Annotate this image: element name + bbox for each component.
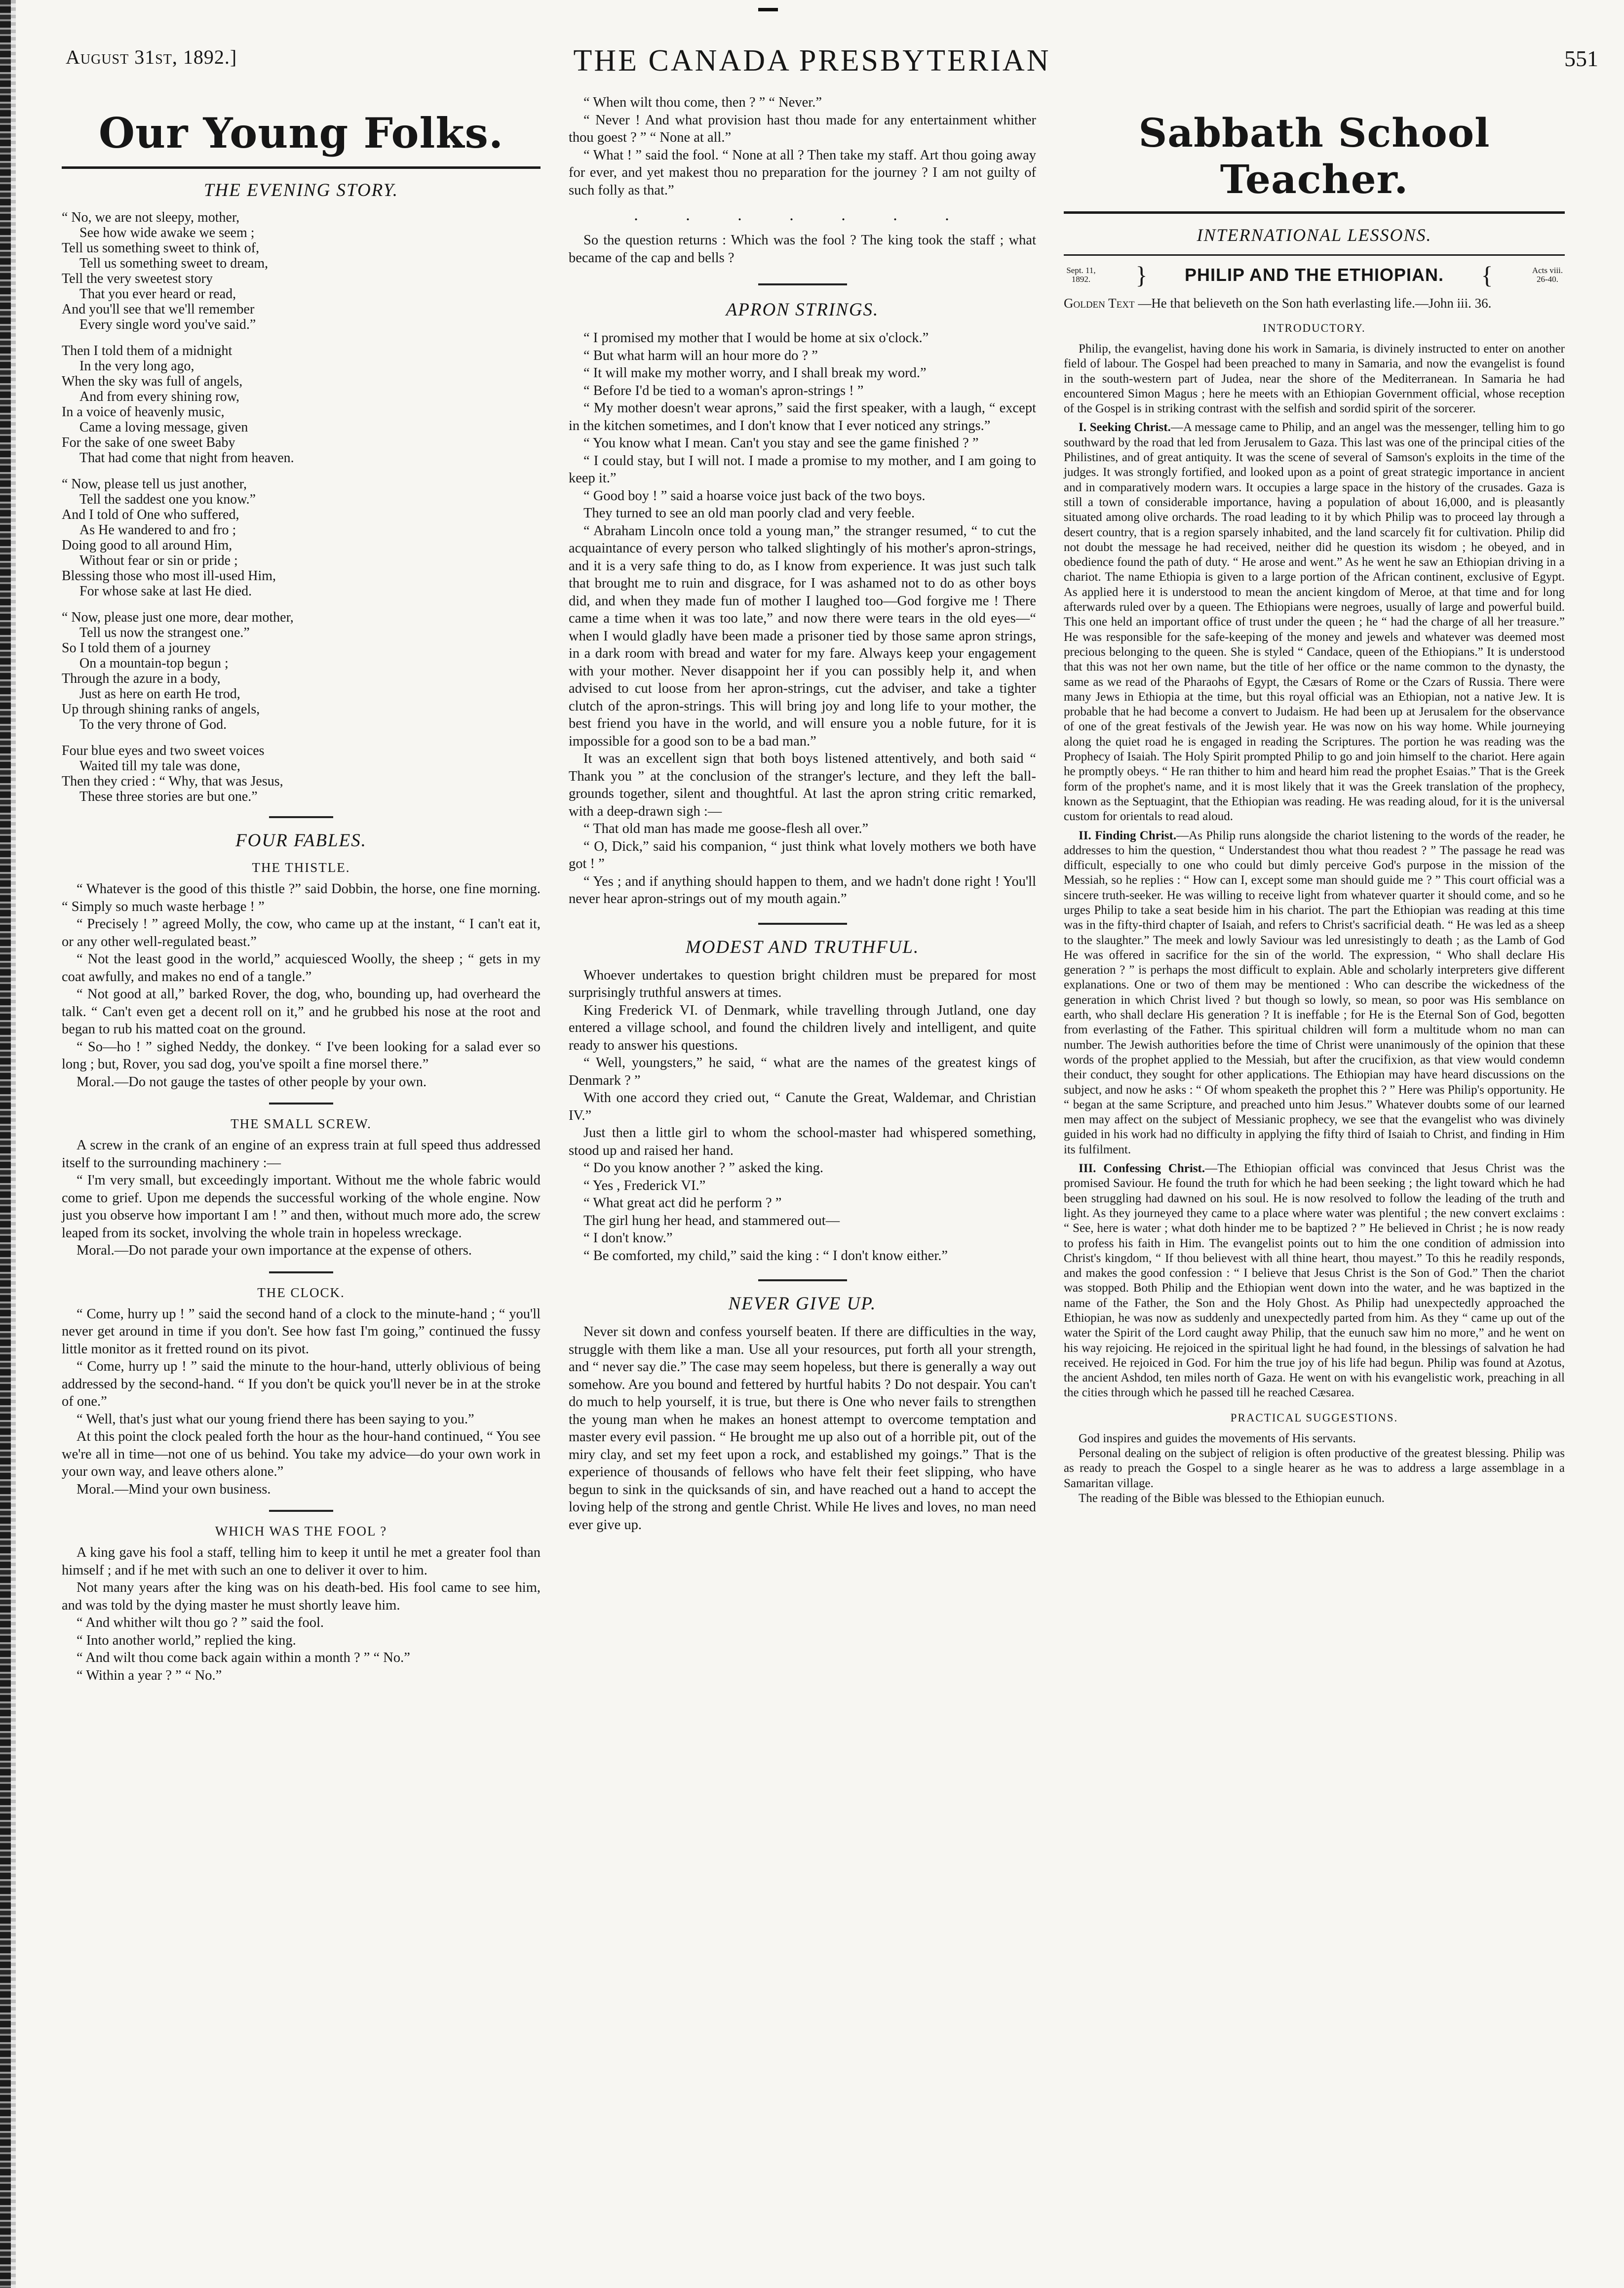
modest-truthful-title: MODEST AND TRUTHFUL. bbox=[685, 937, 920, 957]
paragraph: “ I don't know.” bbox=[583, 1230, 673, 1246]
poem-line: As He wandered to and fro ; bbox=[79, 522, 236, 538]
poem-line: Up through shining ranks of angels, bbox=[62, 702, 260, 717]
paragraph: “ You know what I mean. Can't you stay and see the game finished ? ” bbox=[583, 435, 979, 451]
modest-truthful-body bbox=[569, 967, 1036, 1265]
poem-line: Then they cried : “ Why, that was Jesus, bbox=[62, 774, 283, 789]
paragraph: “ When wilt thou come, then ? ” “ Never.” bbox=[583, 95, 822, 110]
paragraph: “ I could stay, but I will not. I made a promise to my mother, and I am going to keep it.” bbox=[569, 453, 1036, 486]
column-young-folks bbox=[62, 94, 541, 1684]
divider bbox=[758, 283, 847, 285]
stanza-gap bbox=[62, 332, 541, 343]
paragraph: The girl hung her head, and stammered out— bbox=[583, 1213, 840, 1228]
paragraph: Just then a little girl to whom the school-master had whispered something, stood up and raised her hand. bbox=[569, 1125, 1036, 1158]
paragraph: A screw in the crank of an engine of an express train at full speed thus addressed itself to the surrounding machinery :— bbox=[62, 1138, 541, 1171]
paragraph: Moral.—Do not parade your own importance at the expense of others. bbox=[77, 1243, 472, 1258]
paragraph: “ What ! ” said the fool. “ None at all ? Then take my staff. Art thou going away for ever, and yet makest thou no preparation for the journey ? I am not guilty of such folly as that.” bbox=[569, 147, 1036, 198]
paragraph: Moral.—Mind your own business. bbox=[77, 1481, 271, 1497]
poem-line: Tell us something sweet to dream, bbox=[79, 256, 269, 271]
fables-title: FOUR FABLES. bbox=[235, 830, 367, 851]
ellipsis-dots: . . . . . . . bbox=[634, 206, 971, 224]
paragraph: “ O, Dick,” said his companion, “ just think what lovely mothers we both have got ! ” bbox=[569, 838, 1036, 871]
poem-line: Tell the saddest one you know.” bbox=[79, 492, 256, 507]
fable-title-screw: THE SMALL SCREW. bbox=[231, 1116, 372, 1131]
poem-line: Waited till my tale was done, bbox=[79, 758, 240, 774]
fable-title-thistle: THE THISTLE. bbox=[252, 860, 350, 875]
poem-line: “ Now, please just one more, dear mother, bbox=[62, 610, 294, 625]
poem-title: THE EVENING STORY. bbox=[203, 180, 399, 200]
introductory-text: Philip, the evangelist, having done his work in Samaria, is divinely instructed to enter on another field of labour. The Gospel had been preached to many in Samaria, and now the evangelist is found in the south-western part of Judea, near the shore of the Mediterranean. In Samaria he had encountered Simon Magus ; here he meets with an Ethiopian Government official, whose reception of the Gospel is in striking contrast with the selfish and sordid spirit of the sorcerer. bbox=[1064, 342, 1565, 416]
subheading-rule bbox=[1064, 254, 1565, 256]
paragraph: “ Into another world,” replied the king. bbox=[77, 1632, 296, 1648]
fool-question: So the question returns : Which was the fool ? The king took the staff ; what became of the cap and bells ? bbox=[569, 233, 1036, 266]
poem-line: On a mountain-top begun ; bbox=[79, 656, 229, 671]
paragraph: Never sit down and confess yourself beaten. If there are difficulties in the way, struggle with them like a man. Use all your resources, put forth all your strength, and “ never say die.” The case may seem hopeless, but there is generally a way out somehow. Are you bound and fettered by hurtful habits ? Do not despair. You can't do much to help yourself, it is true, but there is One who never fails to strengthen the young man when he makes an honest attempt to overcome temptation and master every evil passion. “ He brought me up also out of a horrible pit, out of the miry clay, and set my feet upon a rock, and established my goings.” That is the experience of thousands of fellows who have felt their feet slipping, who have begun to sink in the quicksands of sin, and have reached out a hand to accept the loving help of the strong and gentle Christ. While He lives and loves, no man need ever give up. bbox=[569, 1324, 1036, 1533]
poem-line: Four blue eyes and two sweet voices bbox=[62, 743, 265, 758]
paragraph: “ Never ! And what provision hast thou made for any entertainment whither thou goest ? ” “ None at all.” bbox=[569, 112, 1036, 145]
fable-fool-continued bbox=[569, 94, 1036, 199]
lesson-header bbox=[1064, 261, 1565, 289]
poem-line: In the very long ago, bbox=[79, 358, 194, 374]
poem-line: Through the azure in a body, bbox=[62, 671, 221, 686]
poem-line: For the sake of one sweet Baby bbox=[62, 435, 235, 450]
column-sabbath-school bbox=[1064, 94, 1565, 1506]
poem-evening-story bbox=[62, 210, 541, 804]
poem-line: “ Now, please tell us just another, bbox=[62, 476, 247, 492]
column-stories bbox=[569, 94, 1036, 1534]
poem-line: For whose sake at last He died. bbox=[79, 584, 252, 599]
divider bbox=[269, 1271, 333, 1273]
practical-suggestions-title: PRACTICAL SUGGESTIONS. bbox=[1230, 1411, 1398, 1424]
stanza-gap bbox=[62, 599, 541, 610]
paragraph: “ What great act did he perform ? ” bbox=[583, 1195, 782, 1211]
page-number: 551 bbox=[1564, 46, 1598, 71]
divider bbox=[758, 923, 847, 925]
golden-text: Golden Text —He that believeth on the Son hath everlasting life.—John iii. 36. bbox=[1064, 296, 1492, 311]
paragraph: “ Within a year ? ” “ No.” bbox=[77, 1667, 222, 1683]
paragraph: “ Well, youngsters,” he said, “ what are the names of the greatest kings of Denmark ? ” bbox=[569, 1055, 1036, 1088]
divider bbox=[269, 816, 333, 818]
section-confessing-christ: III. Confessing Christ.—The Ethiopian official was convinced that Jesus Christ was the promised Saviour. He found the truth for which he had been seeking ; the light toward which he had been struggling had dawned on his soul. He is now resolved to follow the leading of the truth and light. As they journeyed they came to a place where water was plentiful ; the new convert exclaims : “ See, here is water ; what doth hinder me to be baptized ? ” He believed in Christ ; he is now ready to profess his faith in Him. The evangelist points out to him the one condition of admission into Christ's kingdom, “ If thou believest with all thine heart, thou mayest.” To this he readily responds, and makes the good confession : “ I believe that Jesus Christ is the Son of God.” Then the chariot was stopped. Both Philip and the Ethiopian went down into the water, and he was baptized in the name of the Father, the Son and the Holy Ghost. As Philip had unexpectedly approached the Ethiopian, he was now as suddenly and unexpectedly parted from him. As they “ came up out of the water the Spirit of the Lord caught away Philip, that the eunuch saw him no more,” and he went on his way rejoicing. He rejoiced in the spiritual light he had found, in the blessings of salvation he had received. He rejoiced in God. For him the true joy of his life had begun. Philip was found at Azotus, the ancient Ashdod, ten miles north of Gaza. He went on with his evangelistic work, preaching in all the cities through which he passed till he reached Cæsarea. bbox=[1064, 1162, 1565, 1400]
issue-date: August 31st, 1892.] bbox=[66, 46, 237, 68]
poem-line: Doing good to all around Him, bbox=[62, 538, 232, 553]
paragraph: “ Do you know another ? ” asked the king. bbox=[583, 1160, 823, 1176]
poem-line: See how wide awake we seem ; bbox=[79, 225, 255, 240]
lesson-title: PHILIP AND THE ETHIOPIAN. bbox=[1184, 265, 1444, 285]
fable-title-fool: WHICH WAS THE FOOL ? bbox=[215, 1524, 387, 1538]
paragraph: “ Yes , Frederick VI.” bbox=[583, 1178, 706, 1193]
poem-line: Came a loving message, given bbox=[79, 420, 248, 435]
paragraph: “ And wilt thou come back again within a month ? ” “ No.” bbox=[77, 1650, 410, 1665]
paragraph: “ Yes ; and if anything should happen to them, and we hadn't done right ! You'll never hear apron-strings out of my mouth again.” bbox=[569, 873, 1036, 907]
fable-fool-body bbox=[62, 1544, 541, 1684]
stanza-gap bbox=[62, 466, 541, 476]
page-binding-edge bbox=[0, 0, 11, 2288]
paragraph: “ Well, that's just what our young friend there has been saying to you.” bbox=[77, 1411, 474, 1427]
never-give-up-body bbox=[569, 1323, 1036, 1534]
paragraph: “ But what harm will an hour more do ? ” bbox=[583, 348, 818, 363]
section-finding-christ: II. Finding Christ.—As Philip runs alongside the chariot listening to the words of the reader, he addresses to him the question, “ Understandest thou what thou readest ? ” The passage he read was difficult, especially to one who could but dimly perceive God's purpose in the mission of the Messiah, so he replies : “ How can I, except some man should guide me ? ” This court official was a sincere truth-seeker. He was willing to receive light from whatever quarter it should come, and so he urges Philip to take a seat beside him in his chariot. The part the Ethiopian was reading at this time was in the fifty-third chapter of Isaiah, and refers to Christ's sacrificial death. “ He was led as a sheep to the slaughter.” The meek and lowly Saviour was led unresistingly to death ; as the Lamb of God He was offered in sacrifice for the sin of the world. The expression, “ Who shall declare His generation ? ” is perhaps the most difficult to explain. Able and scholarly interpreters give different explanations. One or two of them may be mentioned : Who can describe the wickedness of the generation in which Christ lived ? but though so lowly, so mean, so poor was His semblance on earth, who shall declare His generation ? It is ineffable ; for He is the Eternal Son of God, begotten from everlasting of the Father. This spiritual children will form a multitude whom no man can number. The Jewish authorities before the time of Christ were unanimously of the opinion that these words of the prophet applied to the Messiah, but after the crucifixion, as that view would condemn their conduct, they sought for other applications. The Ethiopian may have heard discussions on the subject, and now he asks : “ Of whom speaketh the prophet this ? ” Here was Philip's opportunity. He “ began at the same Scripture, and preached unto him Jesus.” Whatever doubts some of our learned men may affect on the subject of Messianic prophecy, we see that the evangelist who was divinely guided in his work had no difficulty in applying the fifty third of Isaiah to Christ, and finding in Him its fulfilment. bbox=[1064, 828, 1565, 1156]
poem-line: Every single word you've said.” bbox=[79, 317, 256, 332]
paragraph: “ And whither wilt thou go ? ” said the fool. bbox=[77, 1615, 324, 1630]
poem-line: So I told them of a journey bbox=[62, 640, 211, 656]
paragraph: “ So—ho ! ” sighed Neddy, the donkey. “ I've been looking for a salad ever so long ; but, Rover, you sad dog, you've spoilt a fine morsel there.” bbox=[62, 1039, 541, 1072]
stanza-gap bbox=[62, 732, 541, 743]
poem-line: Blessing those who most ill-used Him, bbox=[62, 568, 276, 584]
paragraph: Moral.—Do not gauge the tastes of other people by your own. bbox=[77, 1074, 427, 1090]
paragraph: Not many years after the king was on his death-bed. His fool came to see him, and was told by the dying master he must shortly leave him. bbox=[62, 1580, 541, 1613]
paragraph: “ Whatever is the good of this thistle ?” said Dobbin, the horse, one fine morning. “ Simply so much waste herbage ! ” bbox=[62, 881, 541, 914]
poem-line: Tell us something sweet to think of, bbox=[62, 240, 260, 256]
poem-line: And you'll see that we'll remember bbox=[62, 302, 255, 317]
paragraph: “ Precisely ! ” agreed Molly, the cow, who came up at the instant, “ I can't eat it, or any other well-regulated beast.” bbox=[62, 916, 541, 949]
divider bbox=[758, 1279, 847, 1281]
paragraph: “ My mother doesn't wear aprons,” said the first speaker, with a laugh, “ except in the kitchen sometimes, and I don't know that I ever noticed any strings.” bbox=[569, 400, 1036, 434]
poem-line: These three stories are but one.” bbox=[79, 789, 258, 804]
poem-line: That you ever heard or read, bbox=[79, 286, 236, 302]
paragraph: It was an excellent sign that both boys listened attentively, and both said “ Thank you ” at the conclusion of the stranger's lecture, and they left the ball-grounds together, silent and thoughtful. At last the apron string critic remarked, with a deep-drawn sigh :— bbox=[569, 751, 1036, 819]
international-lessons-title: INTERNATIONAL LESSONS. bbox=[1197, 225, 1432, 245]
lesson-reference: Acts viii. 26-40. bbox=[1532, 266, 1563, 284]
paragraph: “ Abraham Lincoln once told a young man,” the stranger resumed, “ to cut the acquaintance of every person who talked slightingly of his mother's apron-strings, and it is a very safe thing to do, as I know from experience. It was just such talk that brought me to ruin and disgrace, for I was ashamed not to do as other boys did, and when they made fun of mother I laughed too—God forgive me ! There came a time when it was too late,” and now there were tears in the old eyes—“ when I would gladly have been made a prisoner tied by those same apron strings, in a dark room with bread and water for my fare. Always keep your engagement with your mother. Never disappoint her if you can possibly help it, and when advised to cut loose from her apron-strings, cut the adviser, and take a tighter clutch of the apron-strings. This will bring joy and long life to your mother, the best friend you have in the world, and will ensure you a noble future, for it is impossible for a good son to be a bad man.” bbox=[569, 523, 1036, 749]
poem-line: “ No, we are not sleepy, mother, bbox=[62, 210, 240, 225]
paragraph: “ It will make my mother worry, and I shall break my word.” bbox=[583, 365, 927, 381]
heading-rule bbox=[1064, 211, 1565, 214]
golden-text-label: Golden Text bbox=[1064, 296, 1135, 311]
paragraph: The reading of the Bible was blessed to the Ethiopian eunuch. bbox=[1079, 1491, 1385, 1505]
brace-left: } bbox=[1135, 261, 1148, 289]
paragraph: Whoever undertakes to question bright children must be prepared for most surprisingly truthful answers at times. bbox=[569, 967, 1036, 1000]
poem-line: To the very throne of God. bbox=[79, 717, 227, 732]
poem-line: And I told of One who suffered, bbox=[62, 507, 239, 522]
page-binding-shadow bbox=[11, 0, 16, 2288]
paragraph: God inspires and guides the movements of His servants. bbox=[1079, 1431, 1356, 1445]
paragraph: “ Before I'd be tied to a woman's apron-strings ! ” bbox=[583, 383, 864, 398]
apron-strings-body bbox=[569, 329, 1036, 908]
paragraph: “ Good boy ! ” said a hoarse voice just back of the two boys. bbox=[583, 488, 926, 504]
section-seeking-christ: I. Seeking Christ.—A message came to Philip, and an angel was the messenger, telling him to go southward by the road that led from Jerusalem to Gaza. This last was one of the principal cities of the Philistines, and of great antiquity. It was the scene of several of Samson's exploits in the time of the judges. It was strongly fortified, and looked upon as a point of great strategic importance in ancient and in comparatively modern wars. It occupies a large space in the history of the crusades. Gaza is still a town of considerable importance, having a population of about 16,000, and is pleasantly situated among olive orchards. The road leading to it by which Philip was to proceed lay through a desert country, that is a region sparsely inhabited, and the land scarcely fit for cultivation. Philip did not doubt the message he had received, neither did he question its wisdom ; he obeyed, and in obedience found the path of duty. “ He arose and went.” As he went he saw an Ethiopian driving in a chariot. The name Ethiopia is given to a large portion of the African continent, exclusive of Egypt. As applied here it is understood to mean the ancient kingdom of Meroe, at that time and for long afterwards ruled over by a queen. The Ethiopians were negroes, usually of large and powerful build. This one held an important office of trust under the queen ; he “ had the charge of all her treasure.” He was responsible for the safe-keeping of the money and jewels and whatever was deemed most precious belonging to the queen. She is styled “ Candace, queen of the Ethiopians.” It is understood that this was not her own name, but the title of her office or the name common to the dynasty, the same as we read of the Pharaohs of Egypt, the Cæsars of Rome or the Czars of Russia. There were many Jews in Ethiopia at the time, but this royal official was an Ethiopian, not a native Jew. It is probable that he had become a convert to Judaism. He had been up at Jerusalem for the observance of one of the great festivals of the Jewish year. He was now on his way home. While journeying along the quiet road he is engaged in reading the Scriptures. The portion he was reading was the Prophecy of Isaiah. The Holy Spirit prompted Philip to go and join himself to the chariot. Here again he promptly obeys. “ He ran thither to him and heard him read the prophet Esaias.” That is the Greek form of the prophet's name, and it is most likely that it was the Greek translation of the prophecy, known as the Septuagint, that the Ethiopian was reading. He was reading aloud, for it is the universal custom for orientals to read aloud. bbox=[1064, 421, 1565, 824]
paragraph: “ I'm very small, but exceedingly important. Without me the whole fabric would come to grief. Upon me depends the successful working of the whole engine. Now just you observe how important I am ! ” and then, without much more ado, the screw leaped from its socket, involving the whole train in hopeless wreckage. bbox=[62, 1173, 541, 1241]
fable-screw-body bbox=[62, 1137, 541, 1260]
lesson-date: Sept. 11, 1892. bbox=[1066, 266, 1096, 284]
paragraph: A king gave his fool a staff, telling him to keep it until he met a greater fool than himself ; and if he met with such an one to deliver it over to him. bbox=[62, 1545, 541, 1578]
paragraph: King Frederick VI. of Denmark, while travelling through Jutland, one day entered a village school, and found the children lively and intelligent, and quite ready to answer his questions. bbox=[569, 1002, 1036, 1053]
divider bbox=[269, 1510, 333, 1512]
poem-line: In a voice of heavenly music, bbox=[62, 404, 225, 420]
paragraph: “ Be comforted, my child,” said the king : “ I don't know either.” bbox=[583, 1248, 948, 1263]
fable-clock-body bbox=[62, 1305, 541, 1499]
paragraph: “ Not the least good in the world,” acquiesced Woolly, the sheep ; “ gets in my coat awfully, and makes no end of a tangle.” bbox=[62, 951, 541, 985]
paragraph: “ I promised my mother that I would be home at six o'clock.” bbox=[583, 330, 929, 346]
apron-strings-title: APRON STRINGS. bbox=[726, 300, 879, 320]
poem-line: When the sky was full of angels, bbox=[62, 374, 243, 389]
heading-rule bbox=[62, 166, 541, 169]
section-heading-sabbath-school: Sabbath School Teacher. bbox=[1138, 110, 1490, 202]
poem-line: Without fear or sin or pride ; bbox=[79, 553, 238, 568]
paragraph: Personal dealing on the subject of religion is often productive of the greatest blessing. Philip was as ready to preach the Gospel to a single hearer as he was to address a large assemblage in a Samaritan village. bbox=[1064, 1447, 1565, 1490]
section-heading-young-folks: Our Young Folks. bbox=[98, 109, 504, 158]
paragraph: “ Come, hurry up ! ” said the second hand of a clock to the minute-hand ; “ you'll never get around in time if you don't. See how fast I'm going,” continued the fussy little monitor as it fretted round on its pivot. bbox=[62, 1306, 541, 1357]
practical-suggestions-body bbox=[1064, 1431, 1565, 1506]
fable-title-clock: THE CLOCK. bbox=[257, 1285, 345, 1300]
poem-line: Tell us now the strangest one.” bbox=[79, 625, 250, 640]
paragraph: “ Not good at all,” barked Rover, the dog, who, bounding up, had overheard the talk. “ Can't even get a decent roll on it,” and he grubbed his nose at the root and began to rub his matted coat on the ground. bbox=[62, 986, 541, 1037]
paragraph: “ That old man has made me goose-flesh all over.” bbox=[583, 821, 869, 836]
divider bbox=[269, 1103, 333, 1105]
fable-thistle-body bbox=[62, 880, 541, 1091]
newspaper-title: THE CANADA PRESBYTERIAN bbox=[573, 44, 1051, 78]
paragraph: They turned to see an old man poorly clad and very feeble. bbox=[583, 506, 915, 521]
poem-line: Just as here on earth He trod, bbox=[79, 686, 240, 702]
poem-line: Then I told them of a midnight bbox=[62, 343, 232, 358]
poem-line: That had come that night from heaven. bbox=[79, 450, 294, 466]
paragraph: With one accord they cried out, “ Canute the Great, Waldemar, and Christian IV.” bbox=[569, 1090, 1036, 1123]
paragraph: “ Come, hurry up ! ” said the minute to the hour-hand, utterly oblivious of being addressed by the second-hand. “ If you don't be quick you'll never be in at the stroke of one.” bbox=[62, 1359, 541, 1409]
introductory-title: INTRODUCTORY. bbox=[1263, 322, 1366, 334]
brace-right: { bbox=[1481, 261, 1493, 289]
paragraph: At this point the clock pealed forth the hour as the hour-hand continued, “ You see we're all in time—not one of us behind. You take my advice—do your own work in your own way, and leave others alone.” bbox=[62, 1429, 541, 1479]
poem-line: And from every shining row, bbox=[79, 389, 240, 404]
top-print-mark bbox=[758, 8, 778, 11]
poem-line: Tell the very sweetest story bbox=[62, 271, 213, 286]
never-give-up-title: NEVER GIVE UP. bbox=[728, 1294, 877, 1314]
